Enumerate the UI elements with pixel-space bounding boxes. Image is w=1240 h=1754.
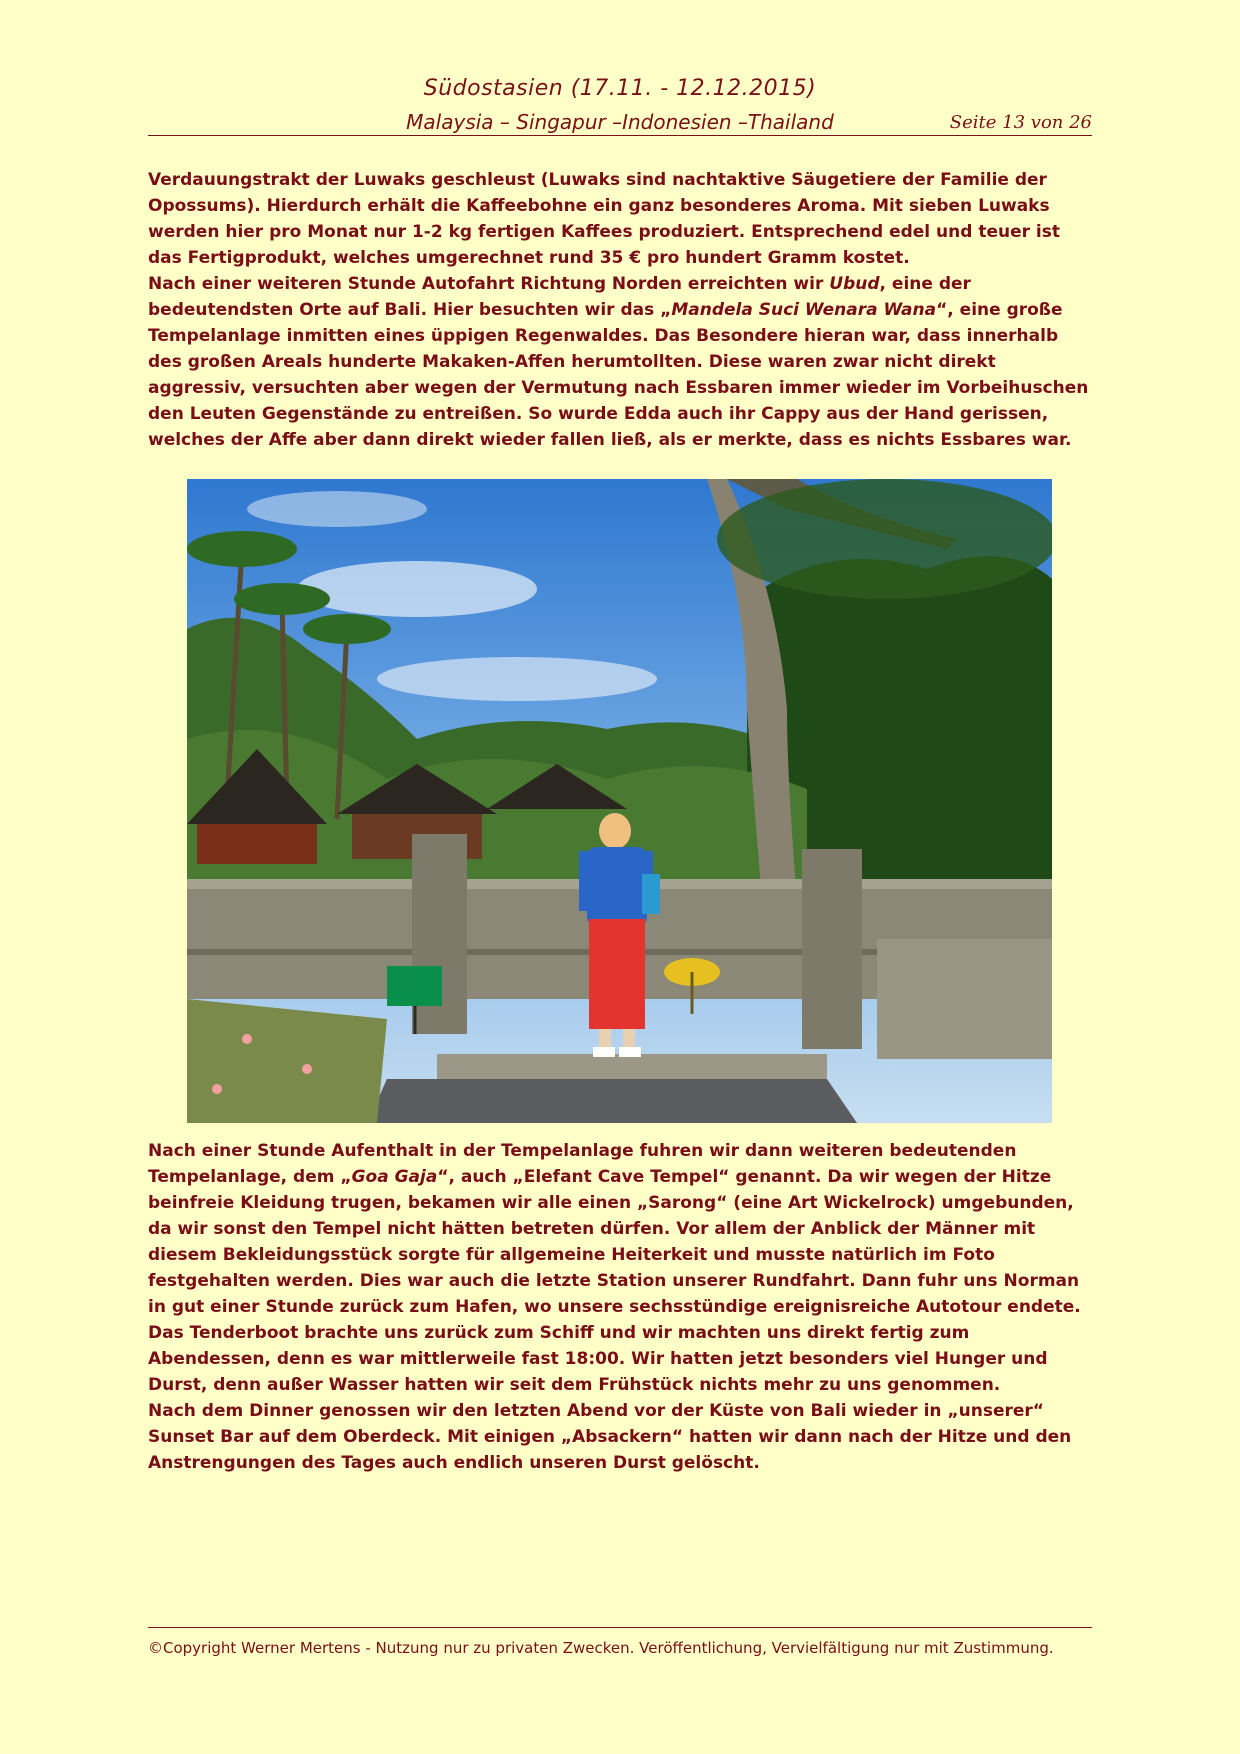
temple-photo xyxy=(187,479,1052,1123)
text-span: , eine der bedeutendsten Orte auf Bali. Hier besuchten wir das „ xyxy=(148,274,971,320)
text-span: Nach einer Stunde Aufenthalt in der Tempelanlage fuhren wir dann weiteren bedeutenden Tempelanlage, dem „ xyxy=(148,1141,1017,1187)
paragraph-ubud xyxy=(148,271,1092,453)
page-number: Seite 13 von 26 xyxy=(949,112,1092,133)
place-goa-gaja: Goa Gaja xyxy=(351,1167,438,1187)
text-span: Das Tenderboot brachte uns zurück zum Schiff und wir machten uns direkt fertig zum Abendessen, denn es war mittlerweile fast 18:00. Wir hatten jetzt besonders viel Hunger und Durst, denn außer Wasser hatten wir seit dem Frühstück nichts mehr zu uns genommen. xyxy=(148,1323,1048,1395)
paragraph-goa-gaja xyxy=(148,1138,1092,1320)
text-span: Nach dem Dinner genossen wir den letzten Abend vor der Küste von Bali wieder in „unserer“ Sunset Bar auf dem Oberdeck. Mit einigen „Absackern“ hatten wir dann nach der Hitze und den Anstrengungen des Tages auch endlich unseren Durst gelöscht. xyxy=(148,1401,1072,1473)
text-span: Verdauungstrakt der Luwaks geschleust (Luwaks sind nachtaktive Säugetiere der Familie der Opossums). Hierdurch erhält die Kaffeebohne ein ganz besonderes Aroma. Mit sieben Luwaks werden hier pro Monat nur 1-2 kg fertigen Kaffees produziert. Entsprechend edel und teuer ist das Fertigprodukt, welches umgerechnet rund 35 € pro hundert Gramm kostet. xyxy=(148,170,1061,268)
header-divider xyxy=(148,135,1092,136)
temple-photo-illustration xyxy=(187,479,1052,1123)
text-span: “, auch „Elefant Cave Tempel“ genannt. Da wir wegen der Hitze beinfreie Kleidung trugen, bekamen wir alle einen „Sarong“ (eine Art Wickelrock) umgebunden, da wir sonst den Tempel nicht hätten betreten dürfen. Vor allem der Anblick der Männer mit diesem Bekleidungsstück sorgte für allgemeine Heiterkeit und musste natürlich im Foto festgehalten werden. Dies war auch die letzte Station unserer Rundfahrt. Dann fuhr uns Norman in gut einer Stunde zurück zum Hafen, wo unsere sechsstündige ereignisreiche Autotour endete. xyxy=(148,1167,1081,1317)
body-text-bottom xyxy=(148,1138,1092,1476)
paragraph-dinner xyxy=(148,1398,1092,1476)
place-temple: Mandela Suci Wenara Wana xyxy=(671,300,937,320)
header-subtitle: Malaysia – Singapur –Indonesien –Thailand xyxy=(406,110,834,134)
place-ubud: Ubud xyxy=(829,274,880,294)
footer-divider xyxy=(148,1627,1092,1628)
body-text-top xyxy=(148,167,1092,453)
paragraph-luwak xyxy=(148,167,1092,271)
text-span: Nach einer weiteren Stunde Autofahrt Richtung Norden erreichten wir xyxy=(148,274,830,294)
text-span: “, eine große Tempelanlage inmitten eines üppigen Regenwaldes. Das Besondere hieran war, dass innerhalb des großen Areals hunderte Makaken-Affen herumtollten. Diese waren zwar nicht direkt aggressiv, versuchten aber wegen der Vermutung nach Essbaren immer wieder im Vorbeihuschen den Leuten Gegenstände zu entreißen. So wurde Edda auch ihr Cappy aus der Hand gerissen, welches der Affe aber dann direkt wieder fallen ließ, als er merkte, dass es nichts Essbares war. xyxy=(148,300,1089,450)
paragraph-tenderboot xyxy=(148,1320,1092,1398)
header-title: Südostasien (17.11. - 12.12.2015) xyxy=(423,76,817,101)
footer-copyright: ©Copyright Werner Mertens - Nutzung nur zu privaten Zwecken. Veröffentlichung, Vervielfältigung nur mit Zustimmung. xyxy=(148,1639,1054,1657)
